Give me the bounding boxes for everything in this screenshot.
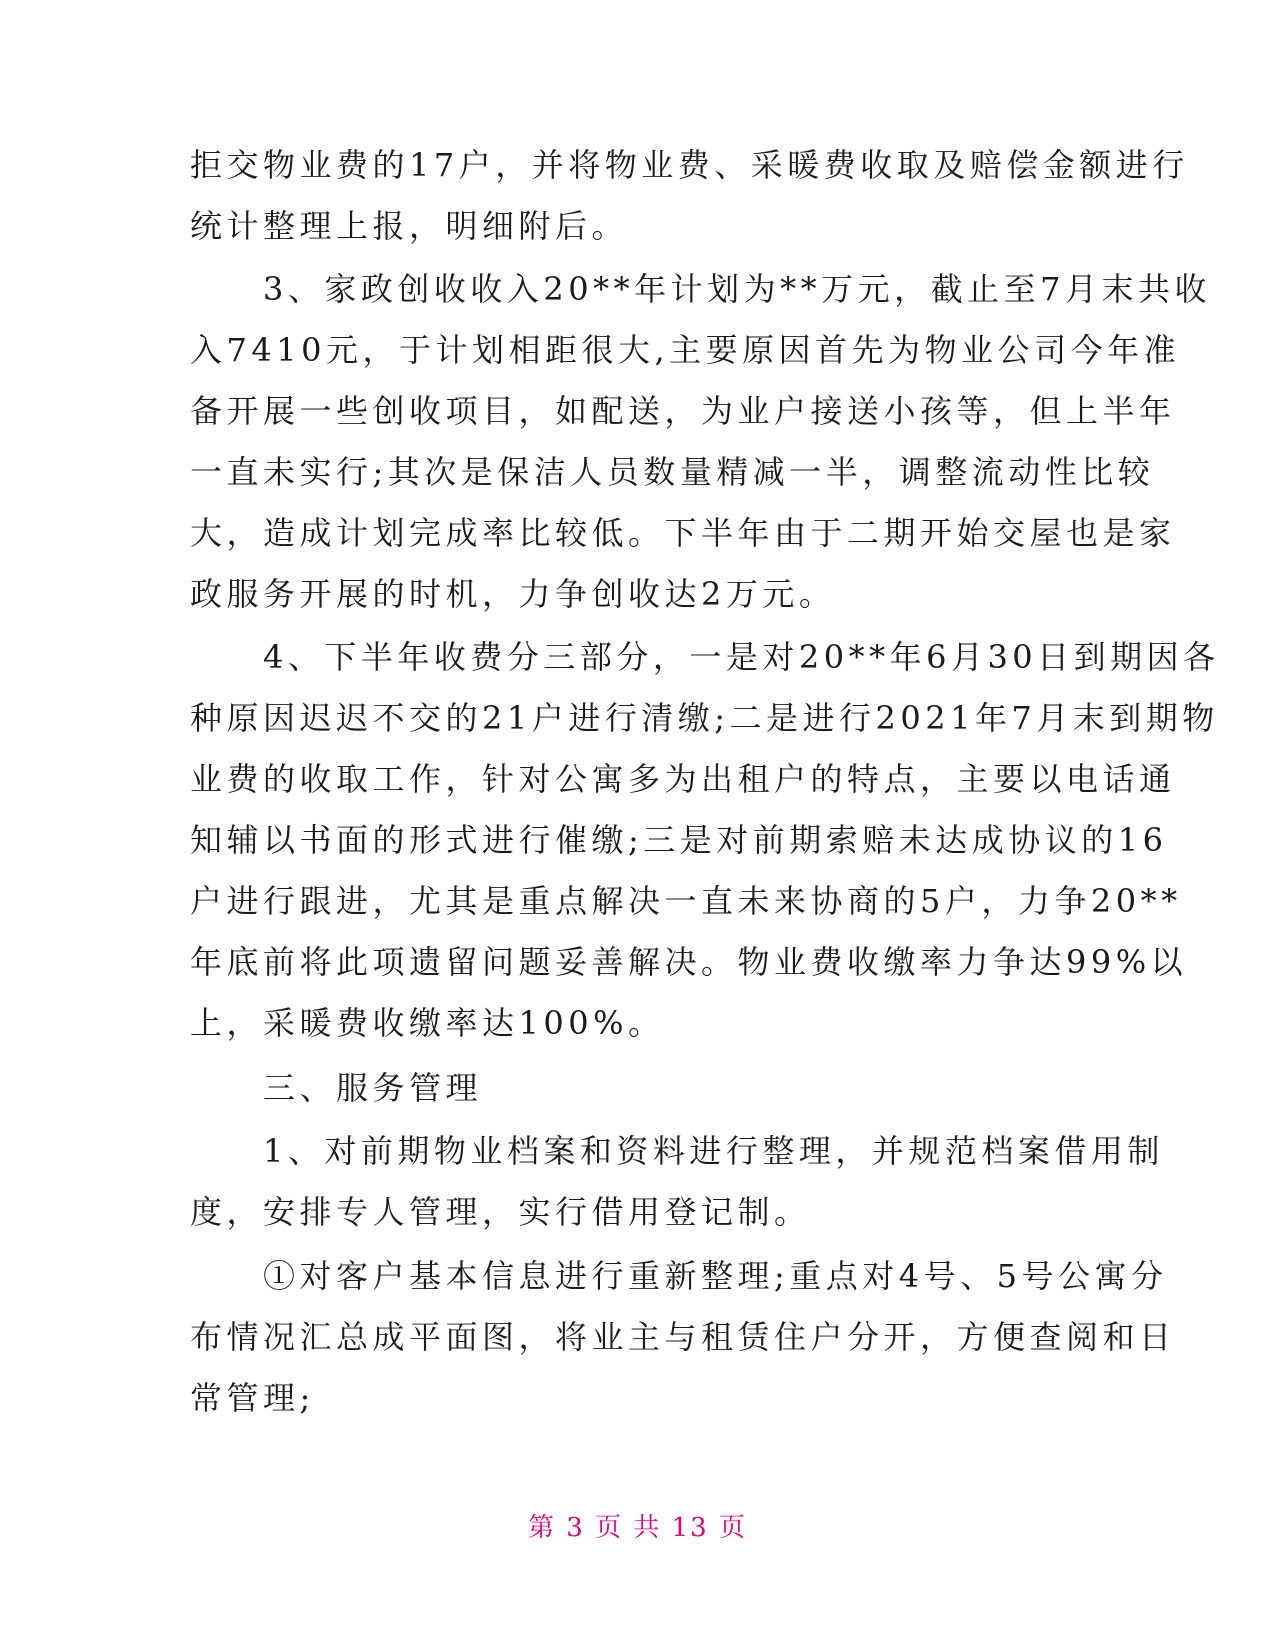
body-text-line: 一直未实行;其次是保洁人员数量精减一半，调整流动性比较 <box>190 453 1155 491</box>
section-heading: 三、服务管理 <box>190 1069 483 1107</box>
body-text-line: 4、下半年收费分三部分，一是对20**年6月30日到期因各 <box>190 638 1220 676</box>
body-text-line: 拒交物业费的17户，并将物业费、采暖费收取及赔偿金额进行 <box>190 146 1189 184</box>
body-text-line: 大，造成计划完成率比较低。下半年由于二期开始交屋也是家 <box>190 514 1176 552</box>
body-text-line: 政服务开展的时机，力争创收达2万元。 <box>190 575 836 613</box>
body-text-line: 种原因迟迟不交的21户进行清缴;二是进行2021年7月末到期物 <box>190 699 1219 737</box>
page-number-footer: 第 3 页 共 13 页 <box>528 1513 747 1543</box>
body-text-line: 户进行跟进，尤其是重点解决一直未来协商的5户，力争20** <box>190 882 1182 920</box>
body-text-line: ①对客户基本信息进行重新整理;重点对4号、5号公寓分 <box>190 1257 1168 1295</box>
body-text-line: 上，采暖费收缴率达100%。 <box>190 1004 665 1042</box>
body-text-line: 布情况汇总成平面图，将业主与租赁住户分开，方便查阅和日 <box>190 1318 1176 1356</box>
body-text-line: 知辅以书面的形式进行催缴;三是对前期索赔未达成协议的16 <box>190 821 1168 859</box>
body-text-line: 1、对前期物业档案和资料进行整理，并规范档案借用制 <box>190 1132 1164 1170</box>
body-text-line: 入7410元，于计划相距很大,主要原因首先为物业公司今年准 <box>190 331 1181 369</box>
body-text-line: 备开展一些创收项目，如配送，为业户接送小孩等，但上半年 <box>190 392 1176 430</box>
body-text-line: 统计整理上报，明细附后。 <box>190 207 629 245</box>
body-text-line: 业费的收取工作，针对公寓多为出租户的特点，主要以电话通 <box>190 760 1176 798</box>
body-text-line: 常管理; <box>190 1379 315 1417</box>
body-text-line: 年底前将此项遗留问题妥善解决。物业费收缴率力争达99%以 <box>190 943 1188 981</box>
body-text-line: 3、家政创收收入20**年计划为**万元，截止至7月末共收 <box>190 270 1211 308</box>
body-text-line: 度，安排专人管理，实行借用登记制。 <box>190 1193 811 1231</box>
